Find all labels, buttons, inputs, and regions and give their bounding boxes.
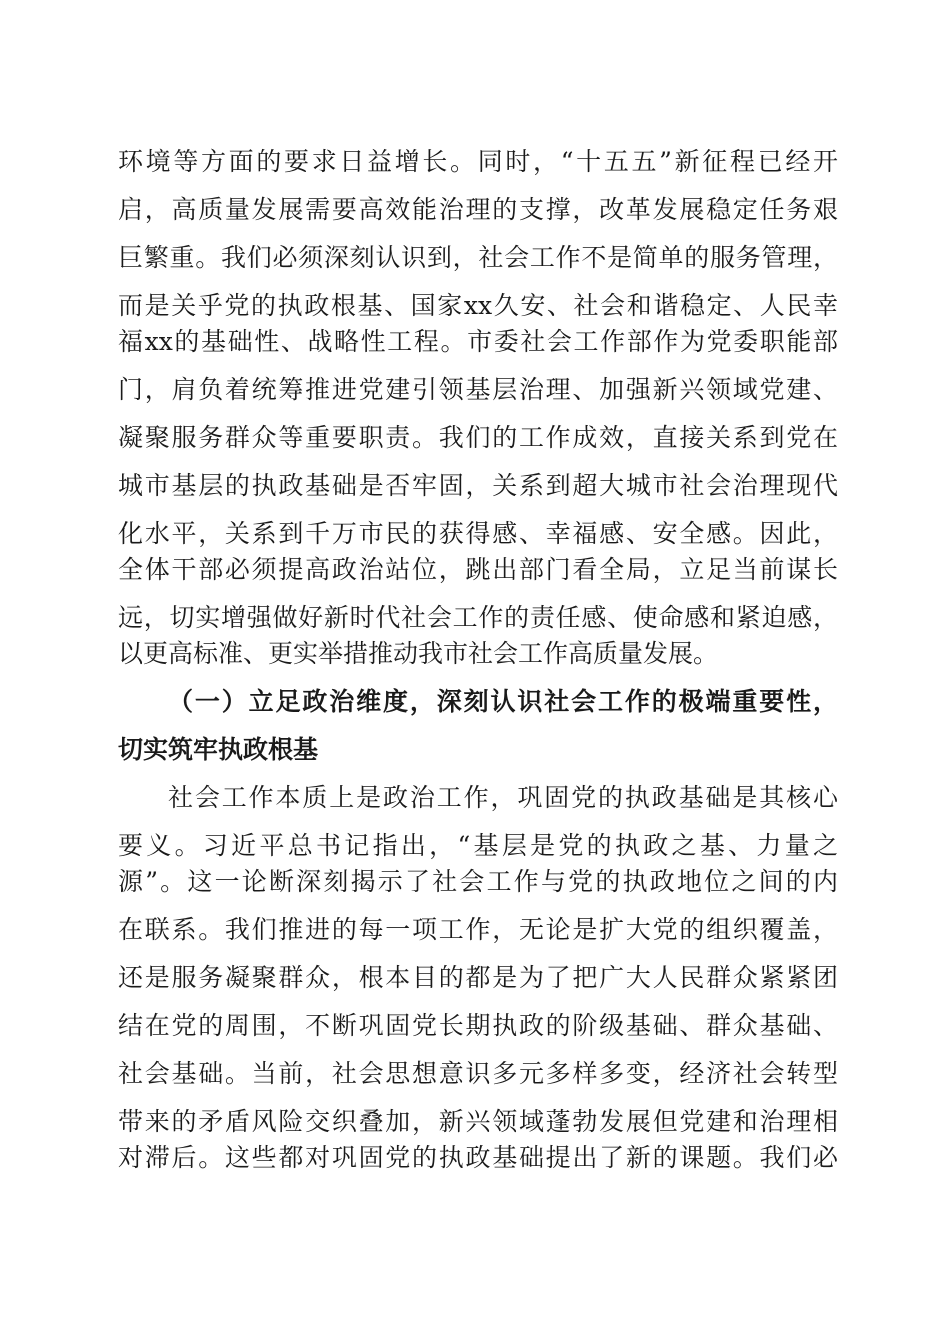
body-text-line: 凝聚服务群众等重要职责。我们的工作成效，直接关系到党在 — [118, 423, 838, 452]
body-text-line: 远，切实增强做好新时代社会工作的责任感、使命感和紧迫感， — [118, 603, 838, 632]
body-text-line: 环境等方面的要求日益增长。同时，“十五五”新征程已经开 — [118, 147, 838, 176]
body-text-line: 要义。习近平总书记指出，“基层是党的执政之基、力量之 — [118, 831, 838, 860]
body-text-line: 而是关乎党的执政根基、国家xx久安、社会和谐稳定、人民幸 — [118, 291, 838, 320]
body-text-line: 巨繁重。我们必须深刻认识到，社会工作不是简单的服务管理， — [118, 243, 838, 272]
body-text-line: 在联系。我们推进的每一项工作，无论是扩大党的组织覆盖， — [118, 915, 838, 944]
body-text-line: 社会工作本质上是政治工作，巩固党的执政基础是其核心 — [168, 783, 838, 812]
body-text-line: 社会基础。当前，社会思想意识多元多样多变，经济社会转型 — [118, 1059, 838, 1088]
body-text-line: 结在党的周围，不断巩固党长期执政的阶级基础、群众基础、 — [118, 1011, 838, 1040]
body-text-line: 带来的矛盾风险交织叠加，新兴领域蓬勃发展但党建和治理相 — [118, 1107, 838, 1136]
body-text-line: 启，高质量发展需要高效能治理的支撑，改革发展稳定任务艰 — [118, 195, 838, 224]
section-heading-line: 切实筑牢执政根基 — [118, 735, 319, 764]
body-text-line: 以更高标准、更实举措推动我市社会工作高质量发展。 — [118, 639, 719, 668]
body-text-line: 福xx的基础性、战略性工程。市委社会工作部作为党委职能部 — [118, 327, 838, 356]
section-heading-line: （一）立足政治维度，深刻认识社会工作的极端重要性， — [168, 687, 838, 716]
body-text-line: 源”。这一论断深刻揭示了社会工作与党的执政地位之间的内 — [118, 867, 838, 896]
body-text-line: 化水平，关系到千万市民的获得感、幸福感、安全感。因此， — [118, 519, 838, 548]
body-text-line: 门，肩负着统筹推进党建引领基层治理、加强新兴领域党建、 — [118, 375, 838, 404]
body-text-line: 城市基层的执政基础是否牢固，关系到超大城市社会治理现代 — [118, 471, 838, 500]
body-text-line: 还是服务凝聚群众，根本目的都是为了把广大人民群众紧紧团 — [118, 963, 838, 992]
body-text-line: 全体干部必须提高政治站位，跳出部门看全局，立足当前谋长 — [118, 555, 838, 584]
body-text-line: 对滞后。这些都对巩固党的执政基础提出了新的课题。我们必 — [118, 1143, 838, 1172]
